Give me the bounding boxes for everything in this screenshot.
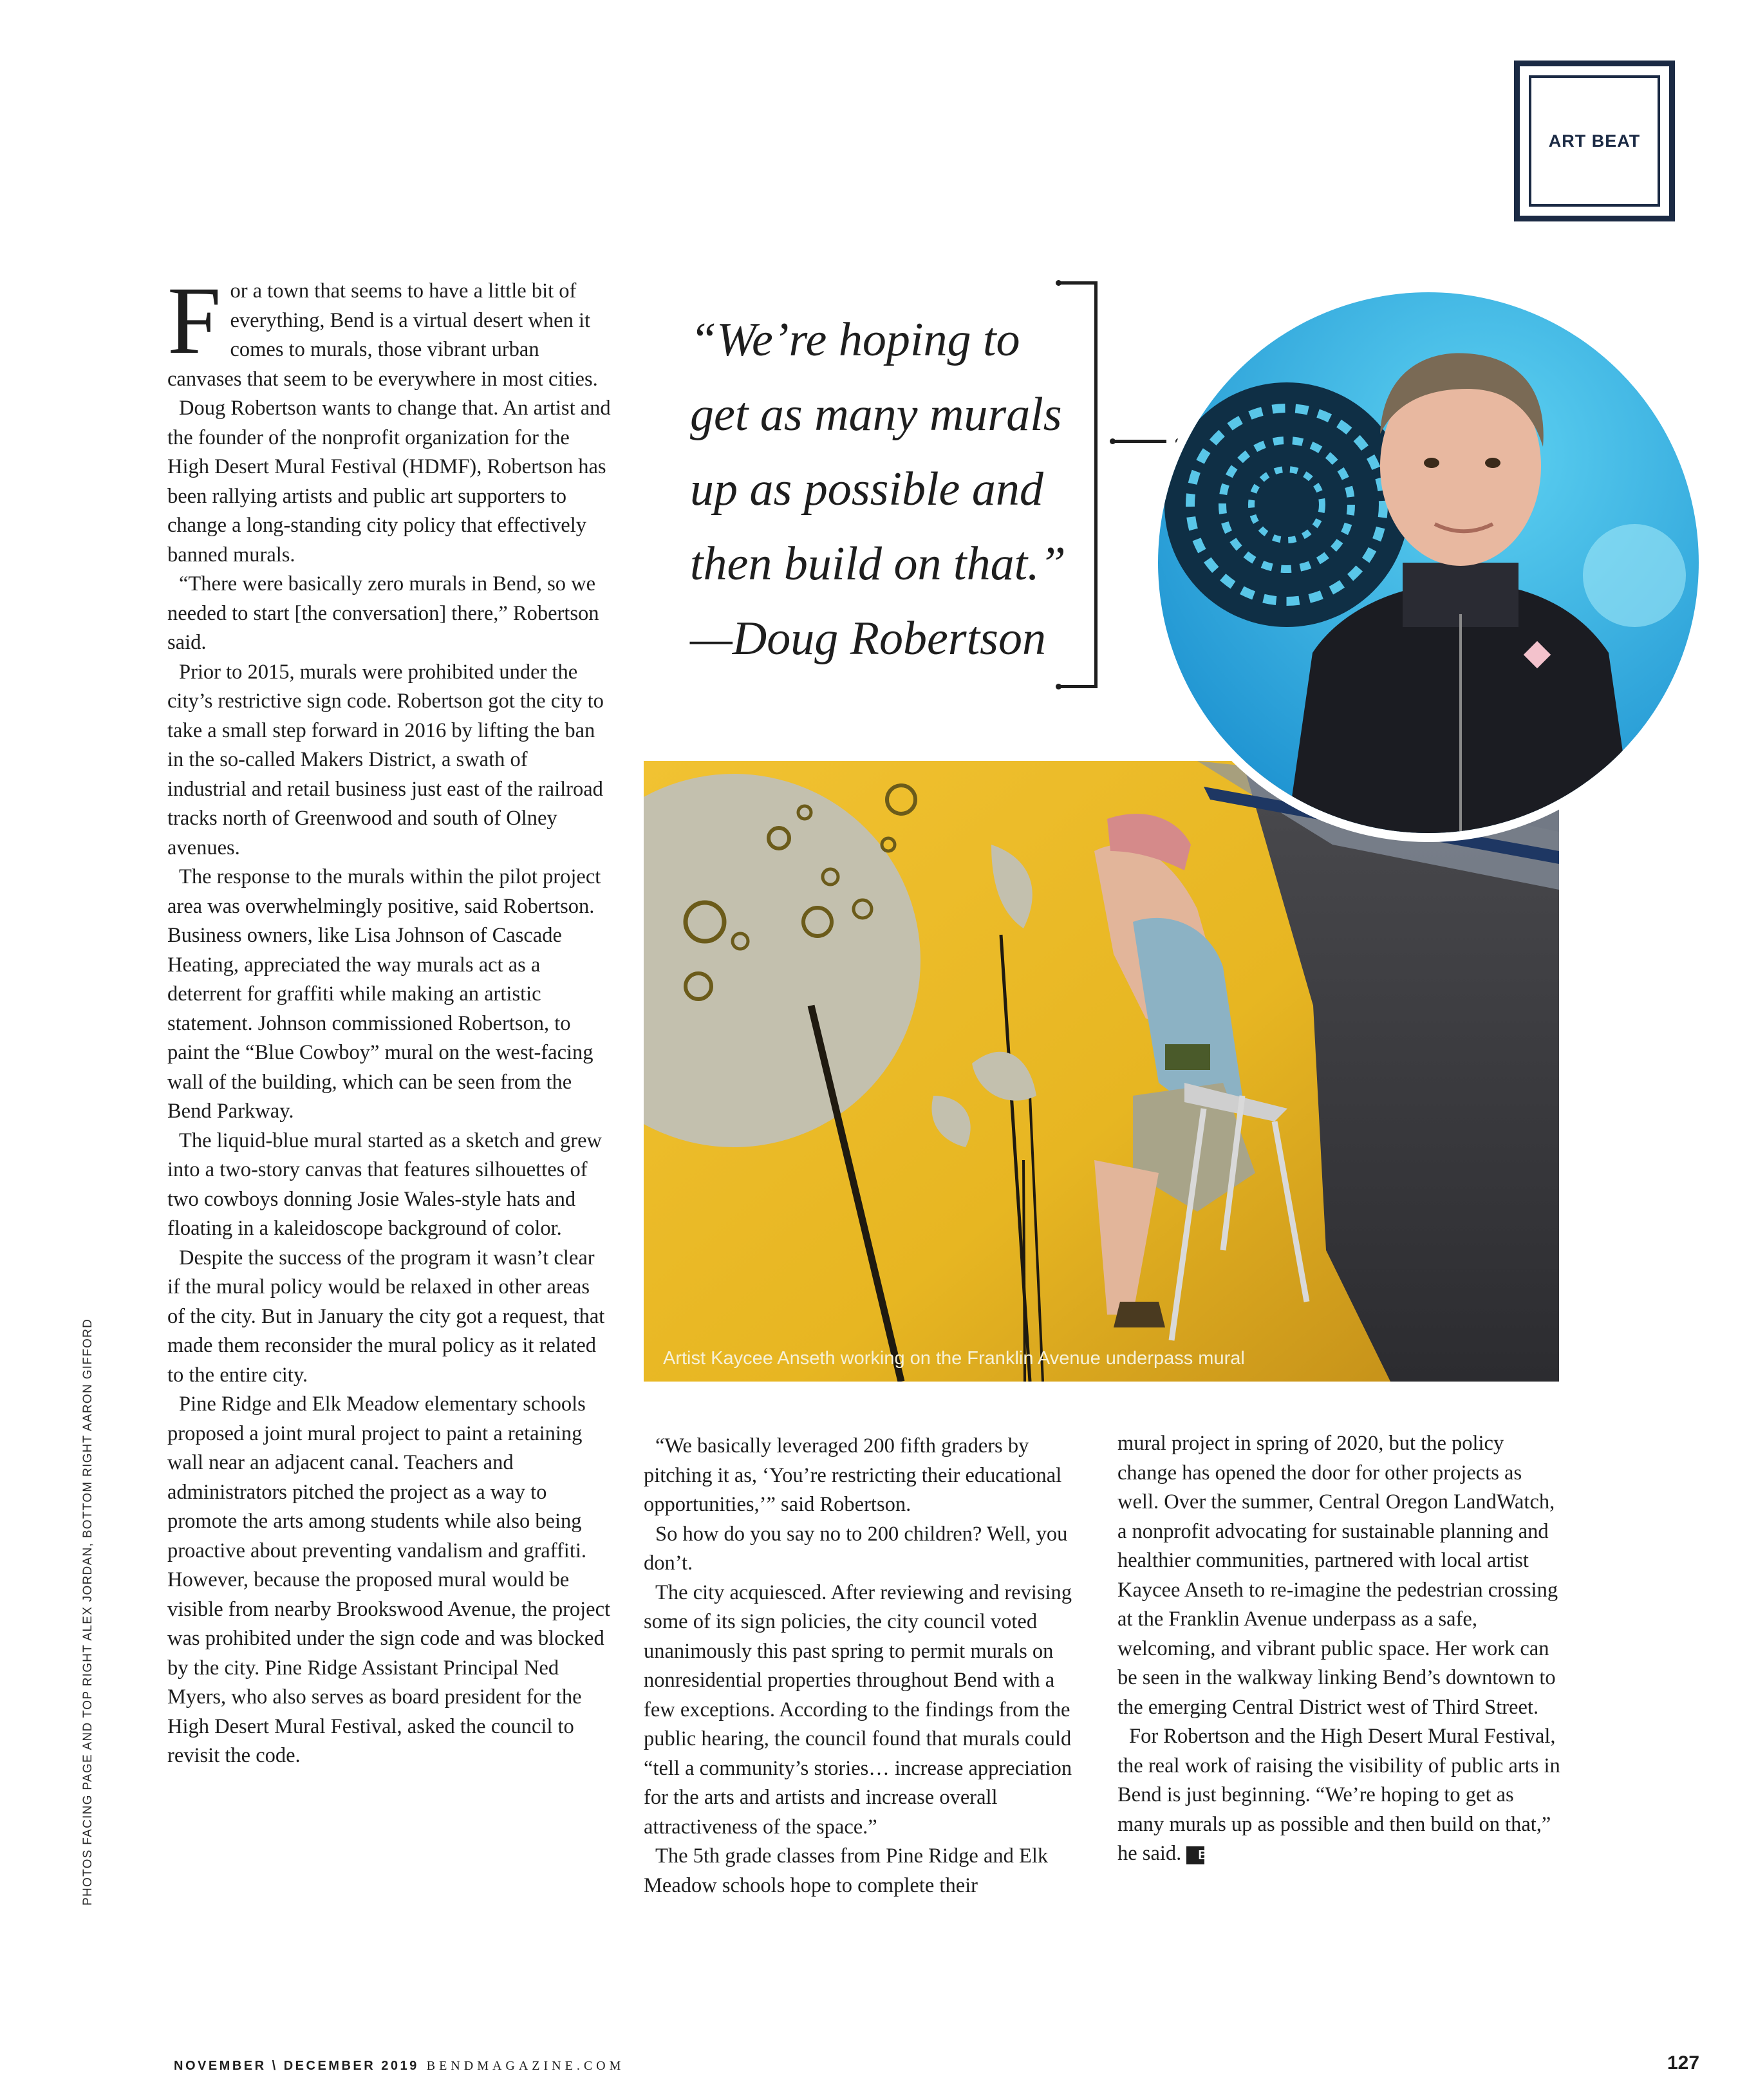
pull-quote-line: then build on that.”: [690, 538, 1066, 590]
bracket-bottom-rule: [1061, 685, 1097, 688]
article-paragraph: Despite the success of the program it wasn’t clear if the mural policy would be relaxed in other areas of the city. But in January the city got a request, that made them reconsider the mural policy as it related to the entire city.: [167, 1246, 605, 1387]
section-badge: [1514, 61, 1675, 221]
pull-quote-line: get as many murals: [690, 388, 1062, 441]
article-column-3: [1117, 1429, 1562, 1869]
bracket-vertical-rule: [1094, 281, 1098, 688]
pull-quote: [690, 303, 1076, 676]
article-paragraph: “We basically leveraged 200 fifth graders by pitching it as, ‘You’re restricting their educational opportunities,’” said Robertson.: [644, 1434, 1062, 1516]
page-number: 127: [1667, 2052, 1700, 2074]
article-paragraph: Doug Robertson wants to change that. An artist and the founder of the nonprofit organization for the High Desert Mural Festival (HDMF), Robertson has been rallying artists and public art supporters to change a long-standing city policy that effectively banned murals.: [167, 397, 611, 567]
end-mark-icon: B: [1186, 1846, 1204, 1864]
mural-photo: [644, 761, 1559, 1382]
article-column-2: [644, 1432, 1088, 1900]
pull-quote-line: “We’re hoping to: [690, 314, 1020, 366]
article-paragraph: So how do you say no to 200 children? Well, you don’t.: [644, 1522, 1068, 1575]
pull-quote-line: up as possible and: [690, 463, 1043, 516]
page-footer: [174, 2059, 624, 2074]
bracket-dot: [1056, 684, 1061, 689]
drop-cap: F: [167, 267, 221, 374]
article-paragraph: The 5th grade classes from Pine Ridge and Elk Meadow schools hope to complete their: [644, 1844, 1049, 1897]
magazine-website: BENDMAGAZINE.COM: [426, 2059, 625, 2073]
article-paragraph: The city acquiesced. After reviewing and revising some of its sign policies, the city council voted unanimously this past spring to permit murals on nonresidential properties throughout Bend with a few exceptions. According to the findings from the public hearing, the council found that murals could “tell a community’s stories… increase appreciation for the arts and artists and increase overall attractiveness of the space.”: [644, 1580, 1072, 1839]
article-paragraph: The liquid-blue mural started as a sketch and grew into a two-story canvas that features silhouettes of two cowboys donning Josie Wales-style hats and floating in a kaleidoscope background of color.: [167, 1129, 602, 1240]
article-column-1: [167, 267, 612, 1771]
bracket-connector-rule: [1114, 440, 1166, 443]
photo-credit: PHOTOS FACING PAGE AND TOP RIGHT ALEX JORDAN, BOTTOM RIGHT AARON GIFFORD: [81, 1318, 95, 1906]
portrait-photo: [1149, 283, 1708, 842]
article-paragraph: For Robertson and the High Desert Mural Festival, the real work of raising the visibility of public arts in Bend is just beginning. “We’re hoping to get as many murals up as possible and then build on that,” he said. B: [1117, 1725, 1560, 1865]
article-paragraph: The response to the murals within the pilot project area was overwhelmingly positive, said Robertson. Business owners, like Lisa Johnson of Cascade Heating, appreciated the way murals act as a deterrent for graffiti while making an artistic statement. Johnson commissioned Robertson, to paint the “Blue Cowboy” mural on the west-facing wall of the building, which can be seen from the Bend Parkway.: [167, 865, 601, 1123]
section-badge-frame: [1529, 75, 1660, 207]
article-paragraph: Pine Ridge and Elk Meadow elementary schools proposed a joint mural project to paint a retaining wall near an adjacent canal. Teachers and administrators pitched the project as a way to promote the arts among students while also being proactive about preventing vandalism and graffiti. However, because the proposed mural would be visible from nearby Brookswood Avenue, the project was prohibited under the sign code and was blocked by the city. Pine Ridge Assistant Principal Ned Myers, who also serves as board president for the High Desert Mural Festival, asked the council to revisit the code.: [167, 1392, 611, 1767]
article-paragraph: For a town that seems to have a little bit of everything, Bend is a virtual desert when it comes to murals, those vibrant urban canvases that seem to be everywhere in most cities.: [167, 267, 598, 391]
section-label: ART BEAT: [1548, 131, 1641, 151]
bracket-dot: [1110, 438, 1116, 444]
article-paragraph: “There were basically zero murals in Bend, so we needed to start [the conversation] there,” Robertson said.: [167, 572, 599, 654]
pull-quote-attribution: —Doug Robertson: [690, 612, 1046, 665]
article-paragraph: Prior to 2015, murals were prohibited under the city’s restrictive sign code. Robertson got the city to take a small step forward in 2016 by lifting the ban in the so-called Makers District, a swath of industrial and retail business just east of the railroad tracks north of Greenwood and south of Olney avenues.: [167, 660, 604, 859]
article-paragraph: mural project in spring of 2020, but the policy change has opened the door for other projects as well. Over the summer, Central Oregon LandWatch, a nonprofit advocating for sustainable planning and healthier communities, partnered with local artist Kaycee Anseth to re-imagine the pedestrian crossing at the Franklin Avenue underpass as a safe, welcoming, and vibrant public space. Her work can be seen in the walkway linking Bend’s downtown to the emerging Central District west of Third Street.: [1117, 1432, 1558, 1719]
issue-date: NOVEMBER \ DECEMBER 2019: [174, 2059, 419, 2073]
photo-caption: Artist Kaycee Anseth working on the Franklin Avenue underpass mural: [663, 1348, 1245, 1369]
bracket-dot: [1056, 280, 1061, 286]
bracket-top-rule: [1061, 281, 1097, 285]
